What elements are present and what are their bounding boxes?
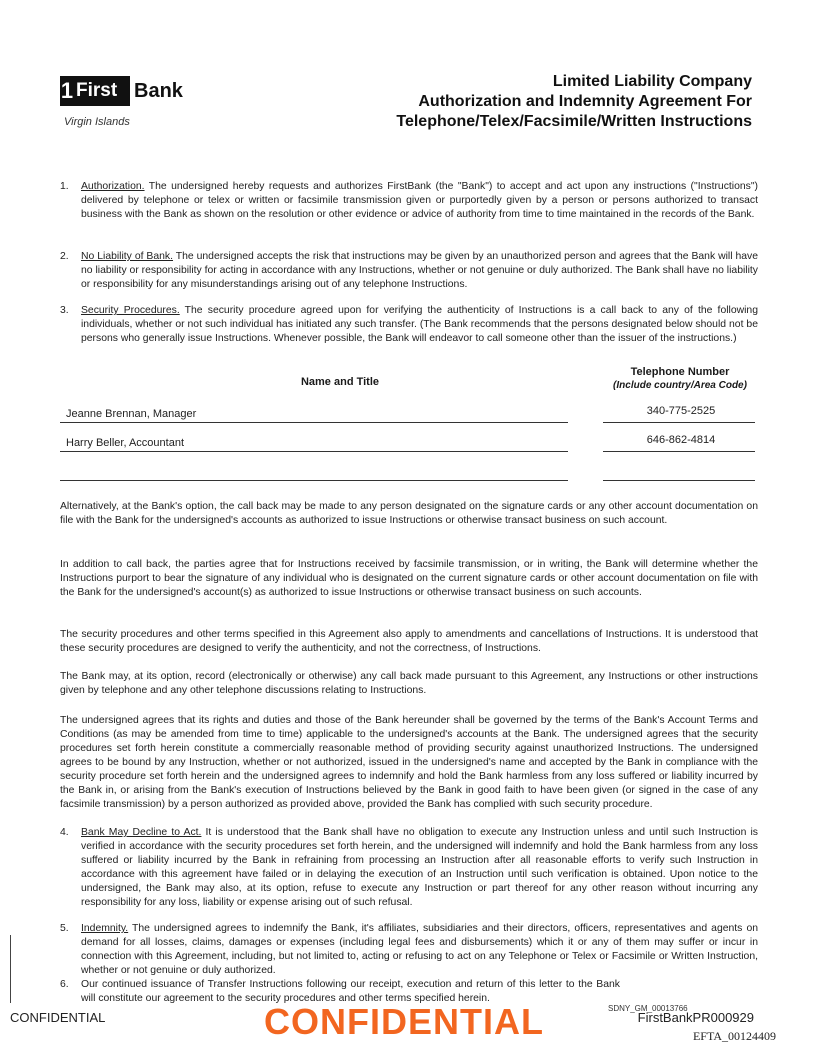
clause-heading: Indemnity. [81,923,129,934]
firstbank-logo [60,76,183,106]
contact-name: Harry Beller, Accountant [66,437,185,449]
clause-number: 2. [60,251,69,262]
logo-subtitle: Virgin Islands [64,116,130,128]
paragraph-recording: The Bank may, at its option, record (electronically or otherwise) any call back made pursuant to this Agreement, any Instructions or other instructions given by telephone and any other telephone discussions relating to Instructions. [60,671,758,696]
paragraph-alternative-callback: Alternatively, at the Bank's option, the call back may be made to any person designated on the signature cards or any other account documentation on file with the Bank for the undersigned's accounts as authorized to issue Instructions or otherwise transact business on such account. [60,501,758,526]
paragraph-call-back-facsimile: In addition to call back, the parties agree that for Instructions received by facsimile transmission, or in writing, the Bank will determine whether the Instructions purport to bear the signature of any individual who is designated on the current signature cards or other account documentation on file with the Bank for the undersigned's account(s) as authorized to issue Instructions or otherwise transact business on such accounts. [60,559,758,598]
footer-confidential: CONFIDENTIAL [10,1010,106,1025]
title-line-3: Telephone/Telex/Facsimile/Written Instructions [396,113,752,130]
logo-bank: Bank [134,80,183,102]
contact-name: Jeanne Brennan, Manager [66,408,197,420]
clause-number: 3. [60,305,69,316]
clause-heading: Authorization. [81,181,145,192]
contact-tel-line [603,480,755,481]
logo-number: 1 [60,76,74,106]
contact-tel-line [603,451,755,452]
document-title [396,72,752,132]
clause-authorization [60,180,758,222]
contact-row-line [60,422,568,423]
clause-number: 4. [60,827,69,838]
clause-no-liability [60,250,758,292]
title-line-2: Authorization and Indemnity Agreement For [418,93,752,110]
paragraph-amendments: The security procedures and other terms specified in this Agreement also apply to amendments and cancellations of Instructions. It is understood that these security procedures are designed to verify the authenticity, and not the correctness, of Instructions. [60,629,758,654]
clause-text: The undersigned hereby requests and authorizes FirstBank (the "Bank") to accept and act upon any instructions ("Instructions") delivered by telephone or telex or written or facsimile transmission given or purportedly given by a person or persons authorized to transact business with the Bank as shown on the resolution or other evidence or advice of authority from time to time maintained in the records of the Bank. [81,181,758,220]
clause-text: The security procedure agreed upon for verifying the authenticity of Instructions is a call back to any of the following individuals, whether or not such individual has initiated any such transfer. (The Bank recommends that the persons designated below should not be persons who generally issue Instructions. Whenever possible, the Bank will endeavor to call someone other than the issuer of the instructions.) [81,305,758,344]
name-title-header: Name and Title [300,376,380,388]
clause-indemnity [60,922,758,978]
clause-text: Our continued issuance of Transfer Instructions following our receipt, execution and return of this letter to the Bank will constitute our agreement to the security procedures and other terms specified herein. [81,979,620,1004]
footer-document-id: FirstBankPR000929 [637,1010,754,1025]
telephone-header-sub: (Include country/Area Code) [613,380,747,391]
clause-text: It is understood that the Bank shall have no obligation to execute any Instruction unless and until such Instruction is verified in accordance with the security procedures set forth herein, and the undersigned will indemnify and hold the Bank harmless from any loss suffered or liability incurred by the Bank in refraining from processing an Instruction after all reasonable efforts to verify such Instruction in accordance with this agreement have failed or in delaying the execution of an Instruction until such verification is obtained. Upon notice to the undersigned, the Bank may also, at its option, refuse to execute any Instruction or part thereof for any other reason without incurring any responsibility for any loss, liability or expense arising out of such refusal. [81,827,758,908]
contact-telephone: 340-775-2525 [646,405,716,417]
clause-heading: No Liability of Bank. [81,251,174,262]
paragraph-governing-terms: The undersigned agrees that its rights and duties and those of the Bank hereunder shall be governed by the terms of the Bank's Account Terms and Conditions (as may be amended from time to time) applicable to the undersigned's accounts at the Bank. The undersigned agrees that the security procedures set forth herein constitute a commercially reasonable method of providing security against unauthorized Instructions. The undersigned agrees to be bound by any Instruction, whether or not authorized, issued in the undersigned's name and accepted by the Bank in compliance with the security procedure set forth herein and the undersigned agrees to indemnify and hold the Bank harmless from any loss suffered or liability incurred by the Bank in, or arising from the Bank's execution of Instructions believed by the Bank in good faith to have been given (or signed in the case of any facsimile transmission) by a person authorized as provided above, provided the Bank has complied with such security procedure. [60,715,758,810]
contact-telephone: 646-862-4814 [646,434,716,446]
clause-text: The undersigned agrees to indemnify the Bank, it's affiliates, subsidiaries and their directors, officers, representatives and agents on demand for all losses, claims, damages or expenses (including legal fees and disbursements) which it or any of them may suffer or incur in connection with this Agreement, including, but not limited to, acting or refusing to act on any Telephone or Telex or Facsimile or Written Instruction, whether or not genuine or duly authorized. [81,923,758,976]
footer-efta-id: EFTA_00124409 [692,1029,776,1043]
confidential-stamp: CONFIDENTIAL [264,1001,544,1042]
clause-heading: Security Procedures. [81,305,180,316]
clause-bank-may-decline [60,826,758,910]
clause-text: The undersigned accepts the risk that instructions may be given by an unauthorized person and agrees that the Bank will have no liability or responsibility for acting in accordance with any Instructions, whether or not genuine or duly authorized. The Bank shall have no liability or responsibility for any misunderstandings arising out of any telephone Instructions. [81,251,758,290]
contact-row-line [60,480,568,481]
contact-tel-line [603,422,755,423]
clause-number: 1. [60,181,69,192]
clause-heading: Bank May Decline to Act. [81,827,202,838]
bates-stamp: SDNY_GM_00013766 [608,1004,688,1013]
contact-row-line [60,451,568,452]
telephone-header [600,366,760,392]
logo-first: First [74,76,130,106]
title-line-1: Limited Liability Company [552,73,752,90]
clause-security-procedures [60,304,758,346]
clause-number: 6. [60,979,69,990]
margin-bar [10,935,11,1003]
clause-number: 5. [60,923,69,934]
telephone-header-label: Telephone Number [630,366,730,378]
